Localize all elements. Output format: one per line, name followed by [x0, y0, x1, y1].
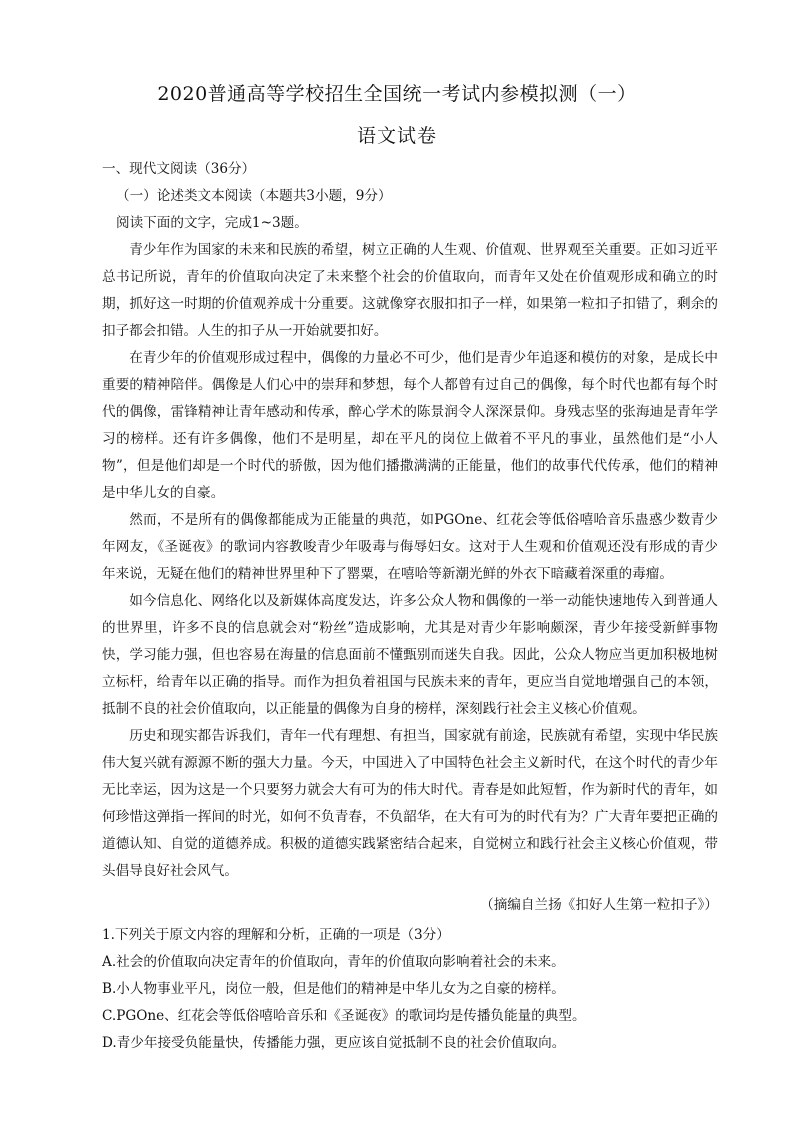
- passage-paragraph-5: 历史和现实都告诉我们，青年一代有理想、有担当，国家就有前途，民族就有希望，实现中华民族伟大复兴就有源源不断的强大力量。今天，中国进入了中国特色社会主义新时代，在这个时代的青少年无比幸运，因为这是一个只要努力就会大有可为的伟大时代。青春是如此短暂，作为新时代的青年，如何珍惜这弹指一挥间的时光，如何不负青春，不负韶华，在大有可为的时代有为？广大青年要把正确的道德认知、自觉的道德养成。积极的道德实践紧密结合起来，自觉树立和践行社会主义核心价值观，带头倡导良好社会风气。: [102, 728, 718, 879]
- passage-paragraph-4: 如今信息化、网络化以及新媒体高度发达，许多公众人物和偶像的一举一动能快速地传入到普通人的世界里，许多不良的信息就会对“粉丝”造成影响，尤其是对青少年影响颇深，青少年接受新鲜事物快，学习能力强，但也容易在海量的信息面前不懂甄别而迷失自我。因此，公众人物应当更加积极地树立标杆，给青年以正确的指导。而作为担负着祖国与民族未来的青年，更应当自觉地增强自己的本领，抵制不良的社会价值取向，以正能量的偶像为自身的榜样，深刻践行社会主义核心价值观。: [102, 593, 718, 717]
- option-d: D.青少年接受负能量快，传播能力强，更应该自觉抵制不良的社会价值取向。: [102, 1035, 566, 1051]
- part-heading: （一）论述类文本阅读（本题共3小题，9分）: [116, 188, 392, 204]
- passage-paragraph-1: 青少年作为国家的未来和民族的希望，树立正确的人生观、价值观、世界观至关重要。正如习近平总书记所说，青年的价值取向决定了未来整个社会的价值取向，而青年又处在价值观形成和确立的时期，抓好这一时期的价值观养成十分重要。这就像穿衣服扣扣子一样，如果第一粒扣子扣错了，剩余的扣子都会扣错。人生的扣子从一开始就要扣好。: [102, 242, 718, 339]
- passage-paragraph-2: 在青少年的价值观形成过程中，偶像的力量必不可少，他们是青少年追逐和模仿的对象，是成长中重要的精神陪伴。偶像是人们心中的崇拜和梦想，每个人都曾有过自己的偶像，每个时代也都有每个时代的偶像，雷锋精神让青年感动和传承，醉心学术的陈景润令人深深景仰。身残志坚的张海迪是青年学习的榜样。还有许多偶像，他们不是明星，却在平凡的岗位上做着不平凡的事业，虽然他们是“小人物”，但是他们却是一个时代的骄傲，因为他们播撒满满的正能量，他们的故事代代传承，他们的精神是中华儿女的自豪。: [102, 350, 718, 501]
- option-b: B.小人物事业平凡，岗位一般，但是他们的精神是中华儿女为之自豪的榜样。: [102, 981, 565, 997]
- question-stem: 1.下列关于原文内容的理解和分析，正确的一项是（3分）: [102, 927, 450, 943]
- option-a: A.社会的价值取向决定青年的价值取向，青年的价值取向影响着社会的未来。: [102, 954, 565, 970]
- option-c: C.PGOne、红花会等低俗嘻哈音乐和《圣诞夜》的歌词均是传播负能量的典型。: [102, 1008, 586, 1024]
- reading-instruction: 阅读下面的文字，完成1~3题。: [116, 215, 308, 231]
- passage-paragraph-3: 然而，不是所有的偶像都能成为正能量的典范，如PGOne、红花会等低俗嘻哈音乐蛊惑少数青少年网友，《圣诞夜》的歌词内容教唆青少年吸毒与侮辱妇女。这对于人生观和价值观还没有形成的青少年来说，无疑在他们的精神世界里种下了罂粟，在嘻哈等新潮光鲜的外衣下暗藏着深重的毒瘤。: [102, 512, 718, 582]
- passage-source: （摘编自兰扬《扣好人生第一粒扣子》）: [480, 897, 718, 913]
- section-heading: 一、现代文阅读（36分）: [102, 161, 256, 177]
- exam-title: 2020普通高等学校招生全国统一考试内参模拟测（一）: [157, 83, 637, 105]
- exam-subtitle: 语文试卷: [356, 125, 437, 147]
